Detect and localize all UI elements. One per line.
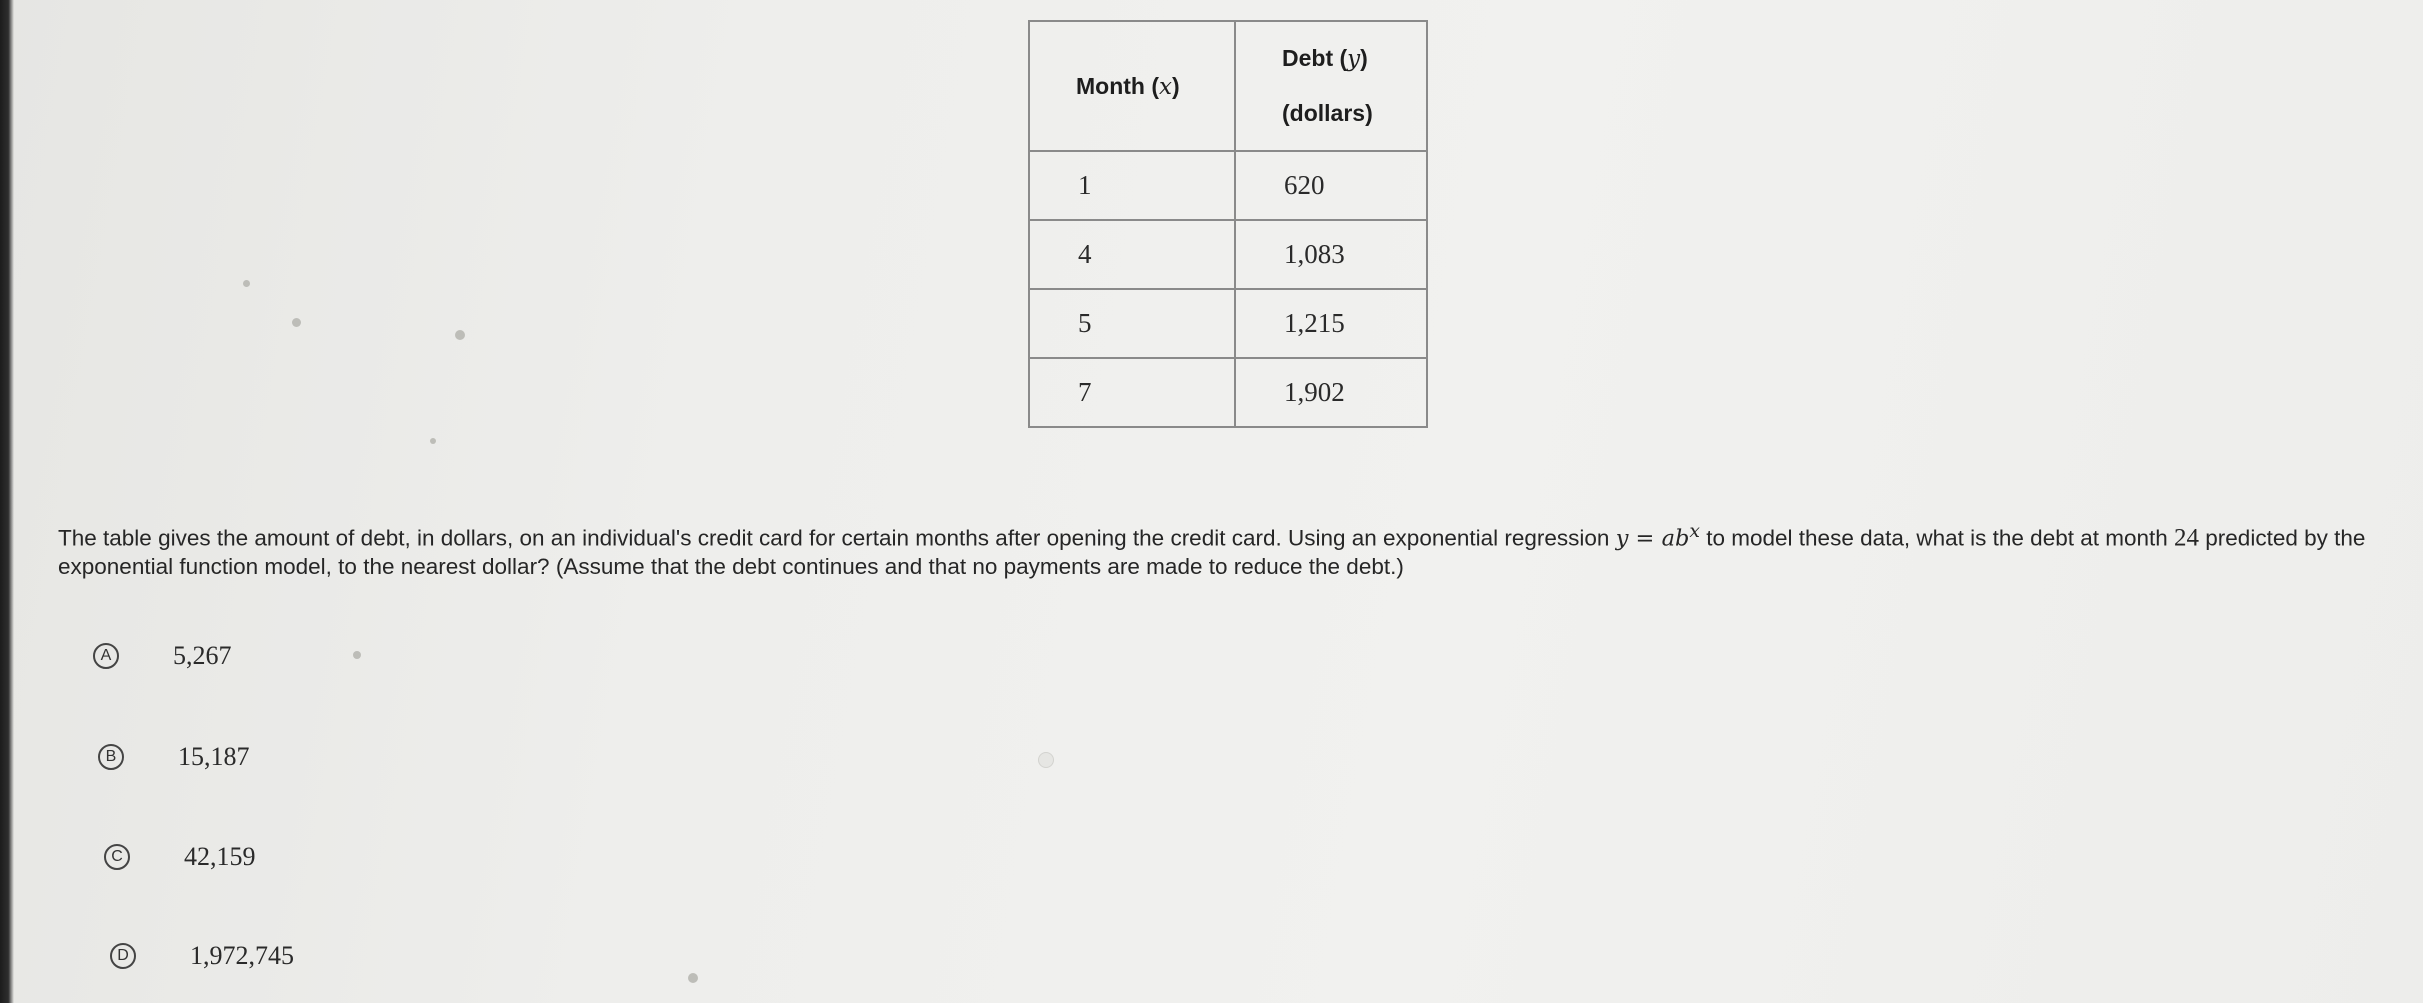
question-month-value: 24 <box>2174 524 2200 552</box>
debt-header-label: Debt ( <box>1282 45 1348 71</box>
debt-cell: 1,902 <box>1235 358 1427 427</box>
month-cell: 4 <box>1029 220 1235 289</box>
debt-table-container <box>1028 20 1428 428</box>
debt-cell: 1,215 <box>1235 289 1427 358</box>
choice-letter-b[interactable]: B <box>98 744 124 770</box>
dust-speck <box>353 651 361 659</box>
month-header-label: Month ( <box>1076 72 1160 99</box>
debt-header-variable: y <box>1347 46 1361 72</box>
formula-exponent: x <box>1689 521 1700 542</box>
dust-speck <box>243 280 250 287</box>
question-text-intro: The table gives the amount of debt, in dollars, on an individual's credit card for certain months after opening the credit card. Using an exponential regression <box>58 525 1616 551</box>
answer-choice-c[interactable] <box>104 842 256 872</box>
month-header-variable: x <box>1159 73 1172 100</box>
dust-speck <box>688 973 698 983</box>
month-cell: 7 <box>1029 358 1235 427</box>
dust-speck <box>430 438 436 444</box>
month-cell: 1 <box>1029 151 1235 220</box>
debt-column-header <box>1235 21 1427 151</box>
choice-letter-c[interactable]: C <box>104 844 130 870</box>
answer-choice-a[interactable] <box>93 641 232 671</box>
month-column-header <box>1029 21 1235 151</box>
debt-table <box>1028 20 1428 428</box>
formula-base: ab <box>1661 525 1690 552</box>
debt-cell: 620 <box>1235 151 1427 220</box>
screen-bezel-edge <box>0 0 14 1003</box>
dust-speck <box>1038 752 1054 768</box>
month-header-close: ) <box>1172 72 1180 99</box>
answer-choice-b[interactable] <box>98 742 250 772</box>
table-row <box>1029 289 1427 358</box>
choice-letter-d[interactable]: D <box>110 943 136 969</box>
question-text <box>58 518 2418 580</box>
choice-value-b: 15,187 <box>178 742 250 771</box>
debt-header-unit: (dollars) <box>1282 100 1373 126</box>
table-header-row <box>1029 21 1427 151</box>
debt-header-close: ) <box>1360 45 1368 71</box>
dust-speck <box>292 318 301 327</box>
question-text-end: predicted by the exponential function model, to the nearest dollar? (Assume that the debt continues and that no payments are made to reduce the debt.) <box>58 525 2366 579</box>
table-row <box>1029 151 1427 220</box>
formula-lhs: y <box>1615 525 1629 552</box>
table-row <box>1029 220 1427 289</box>
question-text-middle: to model these data, what is the debt at month <box>1699 525 2175 551</box>
month-cell: 5 <box>1029 289 1235 358</box>
choice-value-a: 5,267 <box>173 641 232 670</box>
choice-letter-a[interactable]: A <box>93 643 119 669</box>
dust-speck <box>455 330 465 340</box>
table-row <box>1029 358 1427 427</box>
answer-choice-d[interactable] <box>110 941 294 971</box>
choice-value-c: 42,159 <box>184 842 256 871</box>
formula-equals: = <box>1628 525 1662 552</box>
choice-value-d: 1,972,745 <box>190 941 294 970</box>
debt-cell: 1,083 <box>1235 220 1427 289</box>
